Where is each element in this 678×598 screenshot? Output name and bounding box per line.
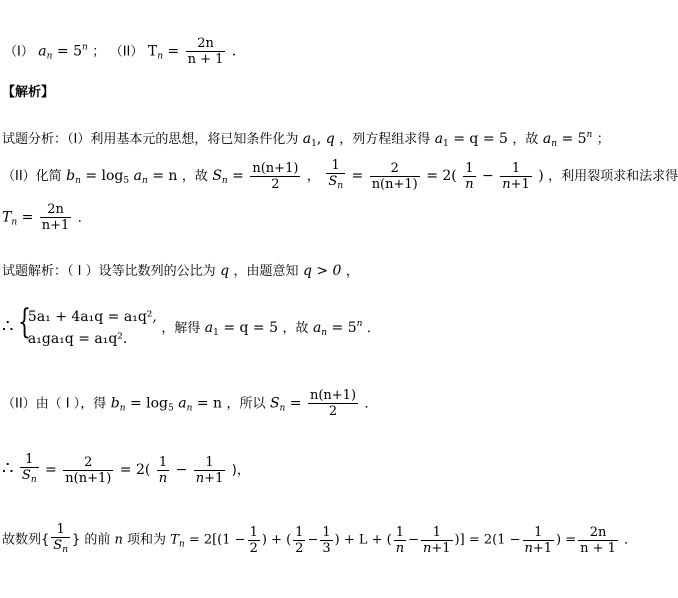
solution-line-ii: （II）由（ I ），得 $b_n = \log_5 a_n = n$ ，所以 $S_n$ = $\frac{n(n+1)}{2}$ ． — [2, 388, 378, 419]
part-ii-label: （II） — [109, 44, 144, 60]
answer-line: （I） $a_n = 5^n$ ； （II） $T_n$ = $\frac{2n}{n + 1}$ ． — [4, 36, 246, 67]
solution-sum: 故数列{ $\frac{1}{S_n}$ } 的前 n 项和为 $T_n = 2[(1$ − $\frac{1}{2}$ ) + ( $\frac{1}{2}$ − $\frac{1}{3}$ ) + L + ( $\frac{1}{n}$ − $\frac{1}{n+1}$ )] = 2(1 − $\frac{1}{n+1}$ ) = $\frac{2n}{n + 1}$ ． — [2, 522, 638, 556]
part-i-label: （I） — [4, 44, 34, 60]
solution-line-1: 试题解析：（ I ）设等比数列的公比为 q ，由题意知 q > 0 ， — [2, 263, 359, 279]
analysis-line-1: 试题分析：（I）利用基本元的思想，将已知条件化为 $a_1$, q ，列方程组求得 $a_1 = q = 5$ ，故 $a_n = 5^n$ ； — [2, 130, 610, 149]
solution-system: ∴ { 5a₁ + 4a₁q = a₁q², a₁ga₁q = a₁q². ，解得 $a_1 = q = 5$ ，故 $a_n = 5^n$ ． — [2, 306, 380, 350]
analysis-line-2: （II）化简 $b_n = \log_5 a_n = n$ ，故 $S_n$ = $\frac{n(n+1)}{2}$ ， $\frac{1}{S_n}$ = $\frac{2}{n(n+1)}$ = 2( $\frac{1}{n}$ − $\frac{1}{n+1}$ ) ，利用裂项求和法求得 — [2, 158, 678, 192]
solution-reciprocal: ∴ $\frac{1}{S_n}$ = $\frac{2}{n(n+1)}$ = 2( $\frac{1}{n}$ − $\frac{1}{n+1}$ )， — [2, 452, 250, 486]
equation-system: { 5a₁ + 4a₁q = a₁q², a₁ga₁q = a₁q². — [17, 302, 157, 347]
analysis-line-3: $T_n$ = $\frac{2n}{n+1}$ ． — [2, 202, 91, 233]
jiexi-heading: 【解析】 — [2, 85, 55, 100]
tn-fraction: $\frac{2n}{n + 1}$ — [187, 36, 224, 67]
